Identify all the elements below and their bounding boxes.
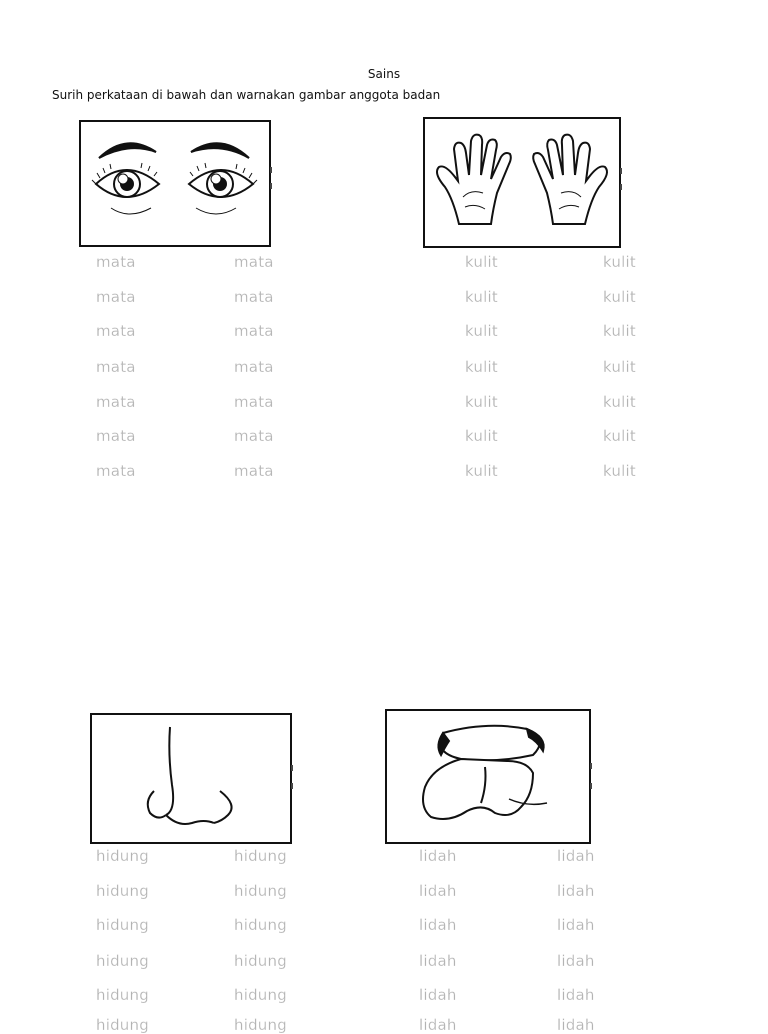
trace-word-kulit: kulit bbox=[465, 322, 498, 340]
trace-word-mata: mata bbox=[96, 393, 136, 411]
tongue-icon bbox=[387, 711, 589, 842]
frame-tick bbox=[590, 783, 592, 789]
trace-word-mata: mata bbox=[234, 358, 274, 376]
trace-word-mata: mata bbox=[234, 253, 274, 271]
trace-word-lidah: lidah bbox=[419, 847, 457, 865]
frame-tick bbox=[620, 168, 622, 174]
frame-tick bbox=[291, 783, 293, 789]
frame-tick bbox=[291, 765, 293, 771]
trace-word-kulit: kulit bbox=[603, 322, 636, 340]
trace-word-lidah: lidah bbox=[557, 916, 595, 934]
trace-word-hidung: hidung bbox=[234, 882, 287, 900]
trace-word-lidah: lidah bbox=[419, 1016, 457, 1034]
trace-word-hidung: hidung bbox=[96, 882, 149, 900]
trace-word-kulit: kulit bbox=[465, 427, 498, 445]
frame-tick bbox=[270, 167, 272, 173]
trace-word-kulit: kulit bbox=[465, 358, 498, 376]
trace-word-kulit: kulit bbox=[465, 462, 498, 480]
trace-word-hidung: hidung bbox=[96, 916, 149, 934]
nose-icon bbox=[92, 715, 290, 842]
trace-word-lidah: lidah bbox=[419, 952, 457, 970]
nose-picture-frame bbox=[90, 713, 292, 844]
trace-word-mata: mata bbox=[96, 427, 136, 445]
trace-word-hidung: hidung bbox=[96, 847, 149, 865]
hands-icon bbox=[425, 119, 619, 246]
trace-word-mata: mata bbox=[234, 288, 274, 306]
trace-word-kulit: kulit bbox=[603, 288, 636, 306]
trace-word-lidah: lidah bbox=[419, 882, 457, 900]
trace-word-hidung: hidung bbox=[96, 1016, 149, 1034]
trace-word-lidah: lidah bbox=[557, 986, 595, 1004]
trace-word-kulit: kulit bbox=[603, 427, 636, 445]
trace-word-kulit: kulit bbox=[603, 358, 636, 376]
trace-word-lidah: lidah bbox=[557, 1016, 595, 1034]
tongue-picture-frame bbox=[385, 709, 591, 844]
trace-word-mata: mata bbox=[96, 253, 136, 271]
trace-word-lidah: lidah bbox=[419, 916, 457, 934]
trace-word-kulit: kulit bbox=[465, 288, 498, 306]
hands-picture-frame bbox=[423, 117, 621, 248]
eyes-picture-frame bbox=[79, 120, 271, 247]
frame-tick bbox=[590, 763, 592, 769]
trace-word-kulit: kulit bbox=[603, 462, 636, 480]
trace-word-kulit: kulit bbox=[603, 393, 636, 411]
trace-word-hidung: hidung bbox=[96, 952, 149, 970]
trace-word-hidung: hidung bbox=[96, 986, 149, 1004]
trace-word-kulit: kulit bbox=[465, 393, 498, 411]
worksheet-instruction: Surih perkataan di bawah dan warnakan gambar anggota badan bbox=[52, 88, 441, 102]
eyes-icon bbox=[81, 122, 269, 245]
worksheet-title: Sains bbox=[367, 67, 401, 81]
trace-word-kulit: kulit bbox=[465, 253, 498, 271]
trace-word-lidah: lidah bbox=[419, 986, 457, 1004]
trace-word-mata: mata bbox=[96, 358, 136, 376]
trace-word-mata: mata bbox=[234, 462, 274, 480]
trace-word-hidung: hidung bbox=[234, 847, 287, 865]
trace-word-hidung: hidung bbox=[234, 1016, 287, 1034]
trace-word-lidah: lidah bbox=[557, 847, 595, 865]
trace-word-mata: mata bbox=[234, 393, 274, 411]
trace-word-lidah: lidah bbox=[557, 882, 595, 900]
frame-tick bbox=[270, 183, 272, 189]
trace-word-kulit: kulit bbox=[603, 253, 636, 271]
trace-word-mata: mata bbox=[96, 322, 136, 340]
trace-word-mata: mata bbox=[96, 288, 136, 306]
trace-word-hidung: hidung bbox=[234, 916, 287, 934]
trace-word-mata: mata bbox=[234, 322, 274, 340]
trace-word-mata: mata bbox=[234, 427, 274, 445]
trace-word-hidung: hidung bbox=[234, 986, 287, 1004]
trace-word-hidung: hidung bbox=[234, 952, 287, 970]
trace-word-mata: mata bbox=[96, 462, 136, 480]
trace-word-lidah: lidah bbox=[557, 952, 595, 970]
frame-tick bbox=[620, 184, 622, 190]
